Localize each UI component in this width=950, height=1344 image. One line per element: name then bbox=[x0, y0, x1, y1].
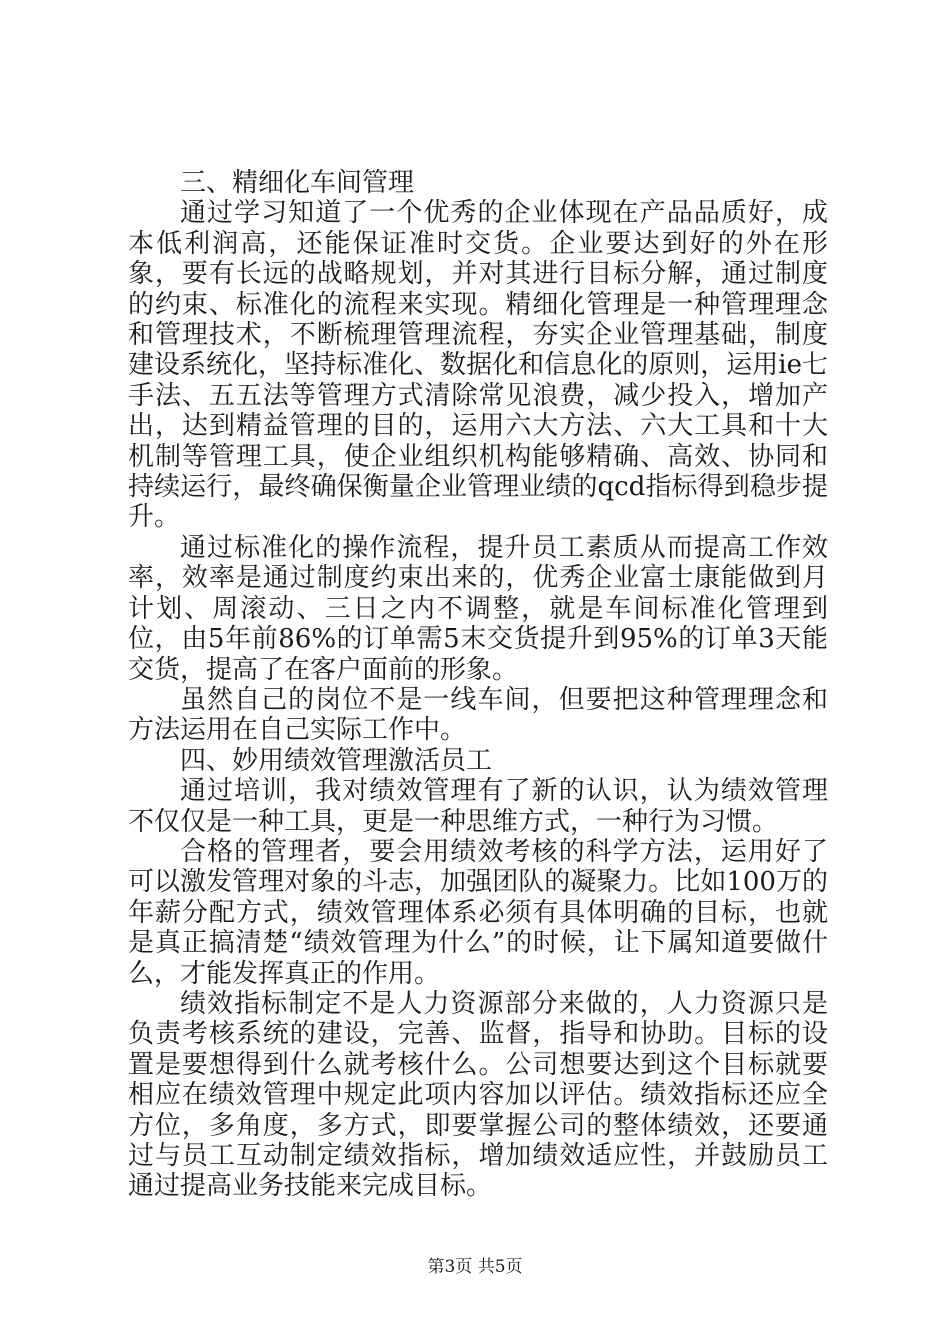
body-paragraph: 虽然自己的岗位不是一线车间，但要把这种管理理念和方法运用在自己实际工作中。 bbox=[128, 684, 828, 746]
section-heading: 三、精细化车间管理 bbox=[180, 168, 415, 198]
document-body bbox=[128, 168, 828, 1202]
section-heading: 四、妙用绩效管理激活员工 bbox=[180, 745, 493, 776]
body-paragraph: 合格的管理者，要会用绩效考核的科学方法，运用好了可以激发管理对象的斗志，加强团队的凝聚力。比如100万的年薪分配方式，绩效管理体系必须有具体明确的目标，也就是真正搞清楚“绩效管理为什么”的时候，让下属知道要做什么，才能发挥真正的作用。 bbox=[128, 836, 828, 989]
page-number-footer: 第3页 共5页 bbox=[427, 1257, 523, 1277]
body-paragraph: 绩效指标制定不是人力资源部分来做的，人力资源只是负责考核系统的建设，完善、监督，指导和协助。目标的设置是要想得到什么就考核什么。公司想要达到这个目标就要相应在绩效管理中规定此项内容加以评估。绩效指标还应全方位，多角度，多方式，即要掌握公司的整体绩效，还要通过与员工互动制定绩效指标，增加绩效适应性，并鼓励员工通过提高业务技能来完成目标。 bbox=[128, 988, 828, 1202]
body-paragraph: 通过培训，我对绩效管理有了新的认识，认为绩效管理不仅仅是一种工具，更是一种思维方式，一种行为习惯。 bbox=[128, 776, 828, 837]
body-paragraph: 通过标准化的操作流程，提升员工素质从而提高工作效率，效率是通过制度约束出来的，优秀企业富士康能做到月计划、周滚动、三日之内不调整，就是车间标准化管理到位，由5年前86%的订单需5末交货提升到95%的订单3天能交货，提高了在客户面前的形象。 bbox=[128, 532, 828, 685]
body-paragraph: 通过学习知道了一个优秀的企业体现在产品品质好，成本低利润高，还能保证准时交货。企业要达到好的外在形象，要有长远的战略规划，并对其进行目标分解，通过制度的约束、标准化的流程来实现。精细化管理是一种管理理念和管理技术，不断梳理管理流程，夯实企业管理基础，制度建设系统化，坚持标准化、数据化和信息化的原则，运用ie七手法、五五法等管理方式清除常见浪费，减少投入，增加产出，达到精益管理的目的，运用六大方法、六大工具和十大机制等管理工具，使企业组织机构能够精确、高效、协同和持续运行，最终确保衡量企业管理业绩的qcd指标得到稳步提升。 bbox=[128, 198, 828, 533]
